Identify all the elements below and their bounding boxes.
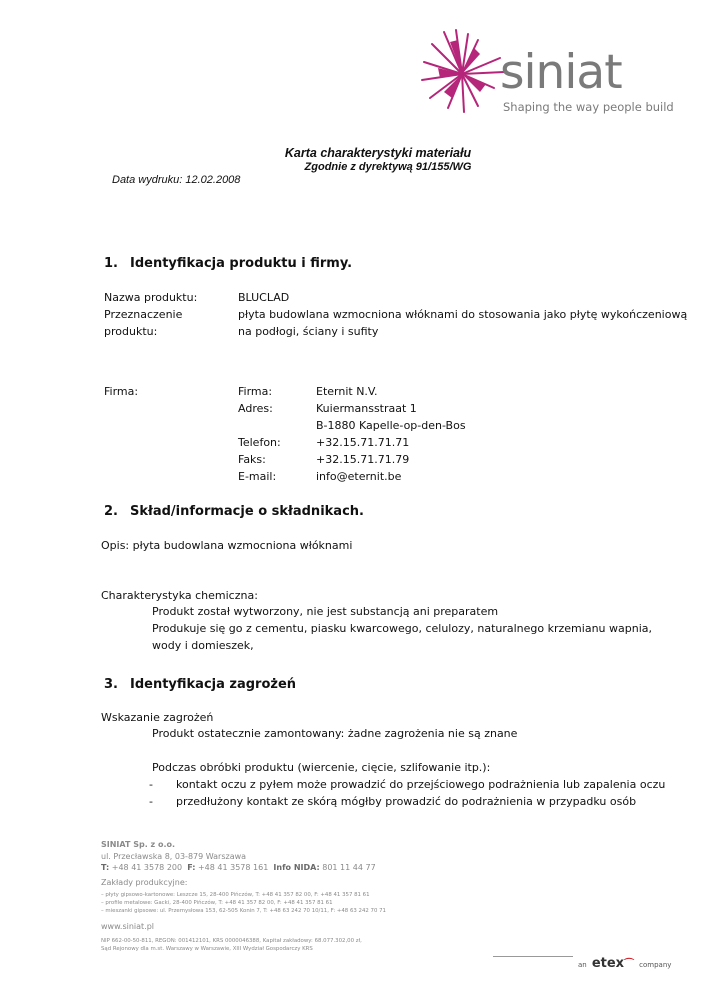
section-1-heading <box>104 256 352 271</box>
firm-row-value: info@eternit.be <box>316 470 402 483</box>
footer-phone: +48 41 3578 200 <box>111 863 183 872</box>
section-1-number: 1. <box>104 256 118 271</box>
print-date: Data wydruku: 12.02.2008 <box>112 174 241 186</box>
section-2-description: Opis: płyta budowlana wzmocniona włóknami <box>101 539 353 552</box>
footer-divider <box>493 956 573 957</box>
footer-legal-1: NIP 662-00-50-811, REGON: 001412101, KRS 0000046388, Kapitał zakładowy: 68.077.302,00 zł, <box>101 938 362 944</box>
product-name-label: Nazwa produktu: <box>104 291 198 304</box>
section-3-heading <box>104 677 296 692</box>
footer-nida-label: Info NIDA: <box>273 863 320 872</box>
etex-brand <box>592 956 634 971</box>
firm-row-label: Adres: <box>238 402 273 415</box>
bullet-dash: - <box>149 795 153 808</box>
firm-section-label: Firma: <box>104 385 139 398</box>
section-2-number: 2. <box>104 504 118 519</box>
footer-plant-line: – profile metalowe: Gacki, 28-400 Pińczów, T: +48 41 357 82 00, F: +48 41 357 81 61 <box>101 900 333 906</box>
etex-logo <box>578 952 671 971</box>
etex-accent-icon: ⌒ <box>624 959 635 970</box>
product-info-block <box>104 289 694 340</box>
firm-block <box>104 383 664 485</box>
footer-nida: 801 11 44 77 <box>322 863 376 872</box>
purpose-label-2: produktu: <box>104 325 158 338</box>
product-name-value: BLUCLAD <box>238 291 290 304</box>
firm-row <box>238 417 466 434</box>
chem-line-3: wody i domieszek, <box>152 639 254 652</box>
firm-row <box>238 468 466 485</box>
document-title: Karta charakterystyki materiału <box>284 146 472 160</box>
firm-row-value: Kuiermansstraat 1 <box>316 402 417 415</box>
bullet-text: kontakt oczu z pyłem może prowadzić do przejściowego podrażnienia lub zapalenia oczu <box>176 778 666 791</box>
footer-fax: +48 41 3578 161 <box>197 863 269 872</box>
section-2-heading <box>104 504 364 519</box>
etex-suffix: company <box>639 961 672 969</box>
footer-address: ul. Przecławska 8, 03-879 Warszawa <box>101 852 247 861</box>
firm-row <box>238 451 466 468</box>
bullet-text: przedłużony kontakt ze skórą mógłby prowadzić do podrażnienia w przypadku osób <box>176 795 637 808</box>
chem-line-2: Produkuje się go z cementu, piasku kwarcowego, celulozy, naturalnego krzemianu wapnia, <box>152 622 652 635</box>
firm-row-label: Telefon: <box>238 436 281 449</box>
list-item <box>149 793 637 810</box>
brand-tagline: Shaping the way people build <box>503 100 674 114</box>
purpose-label-1: Przeznaczenie <box>104 308 183 321</box>
footer-phone-label: T: <box>101 863 110 872</box>
firm-row-label <box>238 417 316 434</box>
footer-fax-label: F: <box>187 863 196 872</box>
firm-row-value: B-1880 Kapelle-op-den-Bos <box>316 419 466 432</box>
footer <box>101 840 386 953</box>
hazard-line-1: Produkt ostatecznie zamontowany: żadne zagrożenia nie są znane <box>152 727 518 740</box>
firm-row-value: +32.15.71.71.79 <box>316 453 410 466</box>
document-subtitle: Zgodnie z dyrektywą 91/155/WG <box>304 161 472 173</box>
footer-plants-label: Zakłady produkcyjne: <box>101 878 188 887</box>
firm-row-label: E-mail: <box>238 470 277 483</box>
processing-intro: Podczas obróbki produktu (wiercenie, cięcie, szlifowanie itp.): <box>152 761 491 774</box>
section-3-title: Identyfikacja zagrożeń <box>130 677 297 692</box>
firm-row-value: +32.15.71.71.71 <box>316 436 410 449</box>
brand-wordmark: siniat <box>500 45 622 100</box>
firm-row <box>238 434 466 451</box>
firm-row-value: Eternit N.V. <box>316 385 378 398</box>
etex-brand-text: etex <box>591 956 625 971</box>
firm-row-label: Firma: <box>238 385 273 398</box>
firm-row <box>238 400 466 417</box>
list-item <box>149 776 666 793</box>
chem-line-1: Produkt został wytworzony, nie jest substancją ani preparatem <box>152 605 499 618</box>
purpose-value-2: na podłogi, ściany i sufity <box>238 325 379 338</box>
chem-label: Charakterystyka chemiczna: <box>101 589 258 602</box>
bullet-dash: - <box>149 778 153 791</box>
section-3-number: 3. <box>104 677 118 692</box>
hazard-label: Wskazanie zagrożeń <box>101 711 214 724</box>
firm-row <box>238 383 466 400</box>
firm-row-label: Faks: <box>238 453 266 466</box>
etex-prefix: an <box>578 961 587 969</box>
footer-contacts <box>101 862 386 873</box>
section-2-title: Skład/informacje o składnikach. <box>130 504 364 519</box>
purpose-value-1: płyta budowlana wzmocniona włóknami do stosowania jako płytę wykończeniową <box>238 308 688 321</box>
siniat-logo-icon <box>418 28 506 116</box>
footer-website[interactable]: www.siniat.pl <box>101 922 155 931</box>
footer-company: SINIAT Sp. z o.o. <box>101 840 176 849</box>
footer-plant-line: – płyty gipsowo-kartonowe: Leszcze 15, 28-400 Pińczów, T: +48 41 357 82 00, F: +48 41 357 81 61 <box>101 892 370 898</box>
footer-plant-line: – mieszanki gipsowe: ul. Przemysłowa 153, 62-505 Konin 7, T: +48 63 242 70 10/11, F: +48 63 242 70 71 <box>101 908 386 914</box>
footer-legal-2: Sąd Rejonowy dla m.st. Warszawy w Warszawie, XIII Wydział Gospodarczy KRS <box>101 946 313 952</box>
section-1-title: Identyfikacja produktu i firmy. <box>130 256 353 271</box>
